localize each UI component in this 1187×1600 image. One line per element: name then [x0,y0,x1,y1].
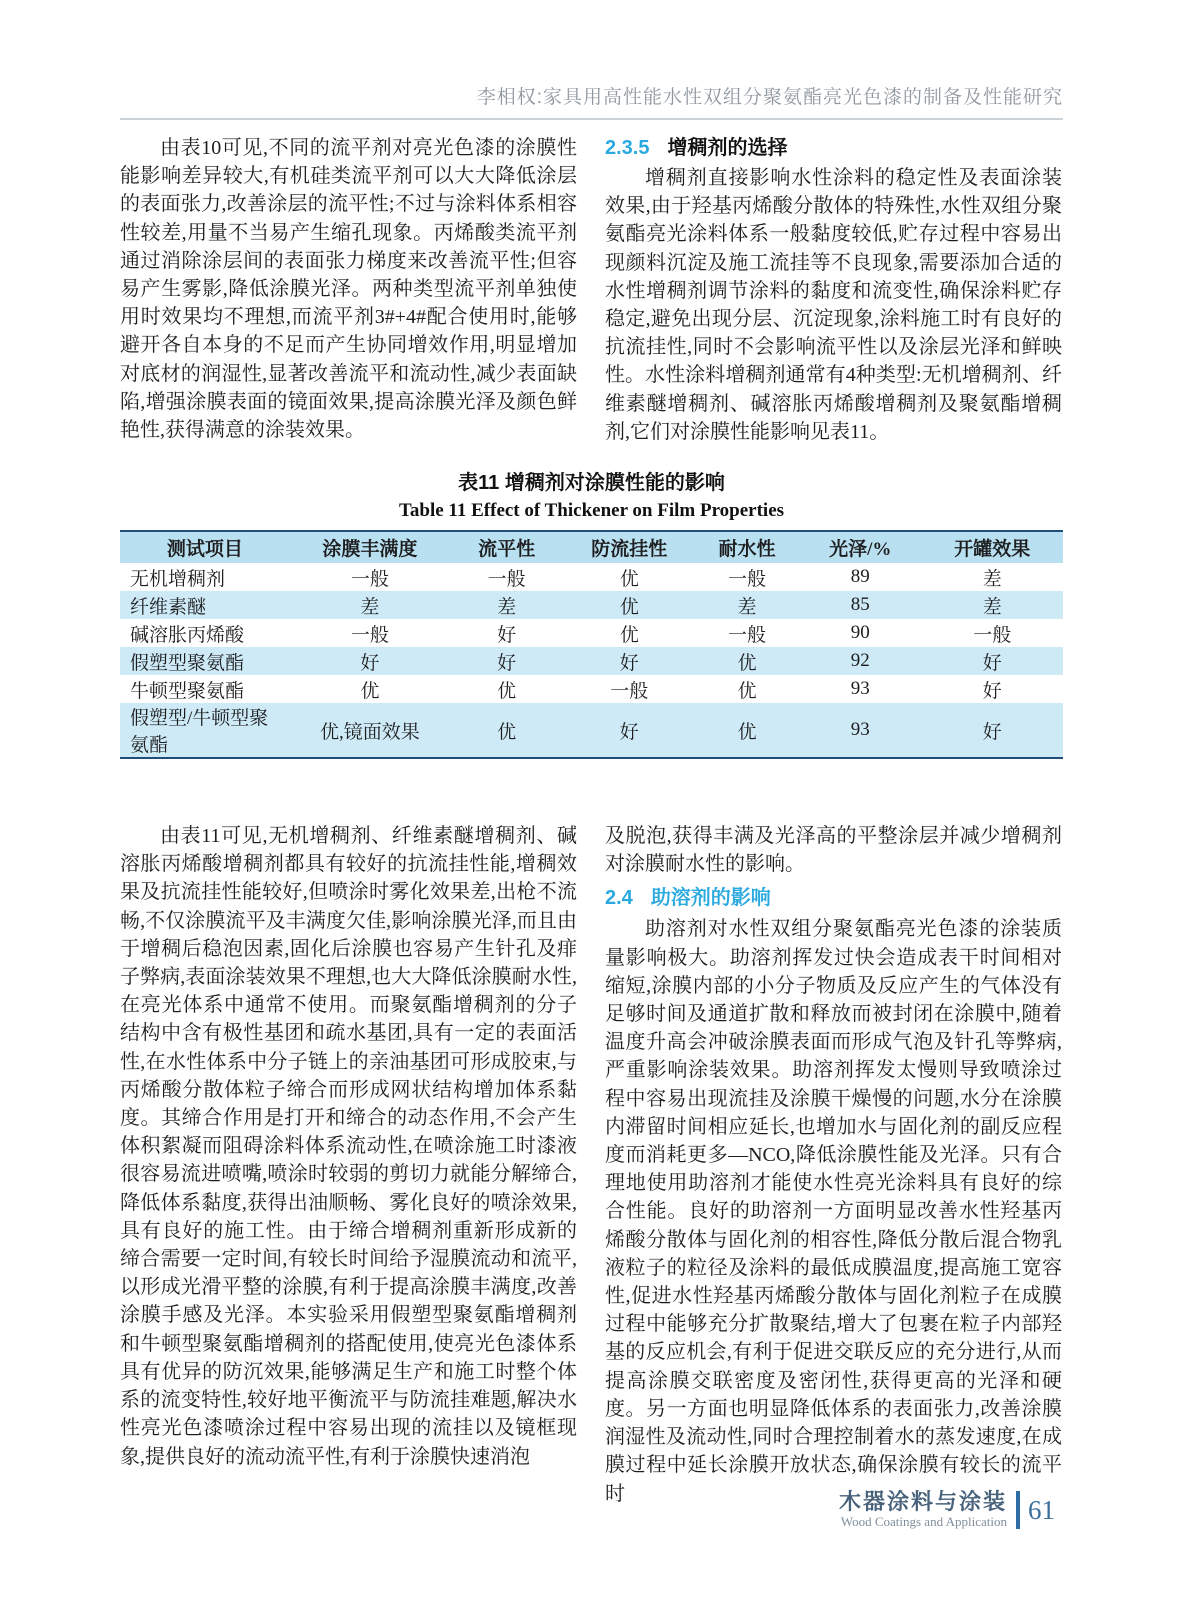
table-cell: 好 [982,652,1002,674]
table-cell: 好 [619,652,639,674]
column-header: 光泽/% [799,531,922,563]
thickener-effect-table [120,530,1063,759]
paragraph-thickener-intro: 增稠剂直接影响水性涂料的稳定性及表面涂装效果,由于羟基丙烯酸分散体的特殊性,水性双组分聚氨酯亮光涂料体系一般黏度较低,贮存过程中容易出现颜料沉淀及施工流挂等不良现象,需要添加合适的水性增稠剂调节涂料的黏度和流变性,确保涂料贮存稳定,避免出现分层、沉淀现象,涂料施工时有良好的抗流挂性,同时不会影响流平性以及涂层光泽和鲜映性。水性涂料增稠剂通常有4种类型:无机增稠剂、纤维素醚增稠剂、碱溶胀丙烯酸增稠剂及聚氨酯增稠剂,它们对涂膜性能影响见表11。 [605,167,1062,443]
journal-name-block [839,1490,1007,1530]
column-header: 开罐效果 [922,531,1064,563]
table-cell: 差 [497,596,517,618]
paragraph-continuation: 及脱泡,获得丰满及光泽高的平整涂层并减少增稠剂对涂膜耐水性的影响。 [605,825,1062,876]
page-number: 61 [1028,1494,1055,1525]
table-cell: 无机增稠剂 [130,568,226,590]
table-cell: 差 [360,596,380,618]
table-cell: 90 [850,622,870,644]
bottom-columns [120,822,1063,1508]
table-cell: 好 [497,652,517,674]
running-head: 李相权:家具用高性能水性双组分聚氨酯亮光色漆的制备及性能研究 [120,82,1063,120]
table-cell: 好 [619,721,639,743]
table-cell: 85 [850,594,870,616]
table-cell: 一般 [973,624,1012,646]
table-cell: 假塑型/牛顿型聚氨酯 [130,708,269,757]
table-cell: 优 [619,596,639,618]
section-number: 2.4 [605,887,633,910]
footer-divider-bar [1016,1491,1020,1529]
table-cell: 93 [850,719,870,741]
section-number: 2.3.5 [605,137,650,159]
table-cell: 92 [850,650,870,672]
table-header-row [120,531,1063,563]
column-header: 测试项目 [120,531,290,563]
top-columns [120,134,1063,446]
journal-name-en: Wood Coatings and Application [840,1514,1007,1529]
table-cell: 差 [982,568,1002,590]
left-column-top [120,134,577,446]
section-heading-2-3-5 [605,134,1062,163]
table-row [120,675,1063,703]
table-cell: 一般 [350,624,389,646]
table-cell: 好 [497,624,517,646]
column-header: 涂膜丰满度 [290,531,450,563]
section-heading-2-4 [605,884,1062,913]
table-cell: 一般 [728,624,767,646]
table-block [120,470,1063,759]
table-row [120,647,1063,675]
table-cell: 93 [850,678,870,700]
right-column-bottom [605,822,1062,1508]
table-cell: 纤维素醚 [130,596,207,618]
table-cell: 优 [497,680,517,702]
table-cell: 优,镜面效果 [320,721,420,743]
column-header: 流平性 [450,531,563,563]
table-cell: 优 [737,721,757,743]
left-column-bottom [120,822,577,1508]
table-body [120,563,1063,758]
table-cell: 碱溶胀丙烯酸 [130,624,245,646]
table-cell: 假塑型聚氨酯 [130,652,245,674]
table-row [120,703,1063,758]
table-cell: 差 [737,596,757,618]
page-footer [839,1490,1055,1530]
table-cell: 一般 [350,568,389,590]
journal-name-zh: 木器涂料与涂装 [838,1489,1007,1514]
table-cell: 好 [982,721,1002,743]
table-cell: 牛顿型聚氨酯 [130,680,245,702]
table-cell: 优 [360,680,380,702]
table-cell: 好 [360,652,380,674]
paragraph-leveling-agents: 由表10可见,不同的流平剂对亮光色漆的涂膜性能影响差异较大,有机硅类流平剂可以大大降低涂层的表面张力,改善涂层的流平性;不过与涂料体系相容性较差,用量不当易产生缩孔现象。丙烯酸类流平剂通过消除涂层间的表面张力梯度来改善流平性;但容易产生雾影,降低涂膜光泽。两种类型流平剂单独使用时效果均不理想,而流平剂3#+4#配合使用时,能够避开各自本身的不足而产生协同增效作用,明显增加对底材的润湿性,显著改善流平和流动性,减少表面缺陷,增强涂膜表面的镜面效果,提高涂膜光泽及颜色鲜艳性,获得满意的涂装效果。 [120,137,577,442]
section-title: 增稠剂的选择 [667,137,788,159]
table-caption-zh: 表11 增稠剂对涂膜性能的影响 [458,472,725,495]
paragraph-table11-discussion: 由表11可见,无机增稠剂、纤维素醚增稠剂、碱溶胀丙烯酸增稠剂都具有较好的抗流挂性能,增稠效果及抗流挂性能较好,但喷涂时雾化效果差,出枪不流畅,不仅涂膜流平及丰满度欠佳,影响涂膜光泽,而且由于增稠后稳泡因素,固化后涂膜也容易产生针孔及痱子弊病,表面涂装效果不理想,也大大降低涂膜耐水性,在亮光体系中通常不使用。而聚氨酯增稠剂的分子结构中含有极性基团和疏水基团,具有一定的表面活性,在水性体系中分子链上的亲油基团可形成胶束,与丙烯酸分散体粒子缔合而形成网状结构增加体系黏度。其缔合作用是打开和缔合的动态作用,不会产生体积絮凝而阻碍涂料体系流动性,在喷涂施工时漆液很容易流进喷嘴,喷涂时较弱的剪切力就能分解缔合,降低体系黏度,获得出油顺畅、雾化良好的喷涂效果,具有良好的施工性。由于缔合增稠剂重新形成新的缔合需要一定时间,有较长时间给予湿膜流动和流平,以形成光滑平整的涂膜,有利于提高涂膜丰满度,改善涂膜手感及光泽。本实验采用假塑型聚氨酯增稠剂和牛顿型聚氨酯增稠剂的搭配使用,使亮光色漆体系具有优异的防沉效果,能够满足生产和施工时整个体系的流变特性,较好地平衡流平与防流挂难题,解决水性亮光色漆喷涂过程中容易出现的流挂以及镜框现象,提供良好的流动流平性,有利于涂膜快速消泡 [120,825,577,1468]
paragraph-cosolvent: 助溶剂对水性双组分聚氨酯亮光色漆的涂装质量影响极大。助溶剂挥发过快会造成表干时间相对缩短,涂膜内部的小分子物质及反应产生的气体没有足够时间及通道扩散和释放而被封闭在涂膜中,随着温度升高会冲破涂膜表面而形成气泡及针孔等弊病,严重影响涂装效果。助溶剂挥发太慢则导致喷涂过程中容易出现流挂及涂膜干燥慢的问题,水分在涂膜内滞留时间相应延长,也增加水与固化剂的副反应程度而消耗更多—NCO,降低涂膜性能及光泽。只有合理地使用助溶剂才能使水性亮光涂料具有良好的综合性能。良好的助溶剂一方面明显改善水性羟基丙烯酸分散体与固化剂的相容性,降低分散后混合物乳液粒子的粒径及涂料的最低成膜温度,提高施工宽容性,促进水性羟基丙烯酸分散体与固化剂粒子在成膜过程中能够充分扩散聚结,增大了包裹在粒子内部羟基的反应机会,有利于促进交联反应的充分进行,从而提高涂膜交联密度及密闭性,获得更高的光泽和硬度。另一方面也明显降低体系的表面张力,改善涂膜润湿性及流动性,同时合理控制着水的蒸发速度,在成膜过程中延长涂膜开放状态,确保涂膜有较长的流平时 [605,918,1062,1505]
table-cell: 优 [737,652,757,674]
column-header: 耐水性 [695,531,799,563]
table-cell: 优 [497,721,517,743]
page-body [120,134,1063,1508]
table-cell: 优 [619,624,639,646]
table-cell: 一般 [487,568,526,590]
table-cell: 89 [850,566,870,588]
table-cell: 一般 [728,568,767,590]
table-cell: 一般 [610,680,649,702]
table-cell: 好 [982,680,1002,702]
table-cell: 优 [737,680,757,702]
section-title: 助溶剂的影响 [650,887,771,910]
table-row [120,563,1063,591]
table-cell: 优 [619,568,639,590]
table-caption-en: Table 11 Effect of Thickener on Film Properties [398,500,785,522]
right-column-top [605,134,1062,446]
table-row [120,619,1063,647]
column-header: 防流挂性 [563,531,695,563]
table-cell: 差 [982,596,1002,618]
table-row [120,591,1063,619]
